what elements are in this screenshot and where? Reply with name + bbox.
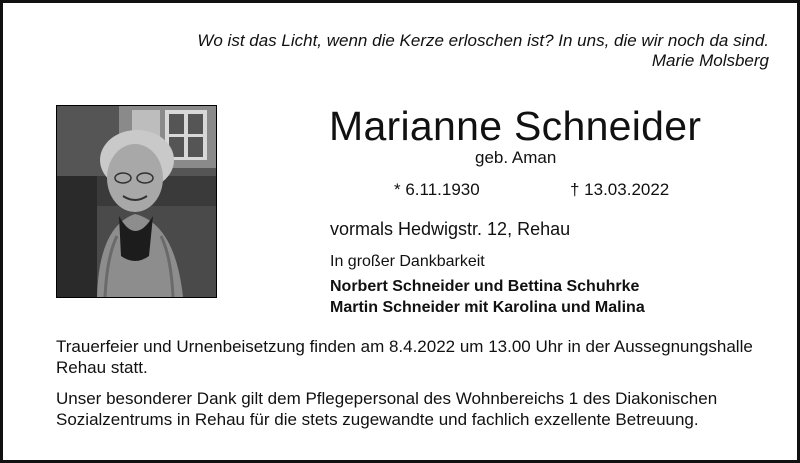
thanks-notice: Unser besonderer Dank gilt dem Pflegepersonal des Wohnbereichs 1 des Diakonischen Sozialzentrums in Rehau für die stets zugewandte und fachlich exzellente Betreuung. [56,389,718,429]
gratitude-intro: In großer Dankbarkeit [330,253,485,270]
memorial-quote [197,31,769,71]
birth-name: geb. Aman [475,148,557,167]
portrait-photo [56,105,217,298]
portrait-illustration [57,106,216,297]
birth-date: * 6.11.1930 [394,180,480,199]
death-date: † 13.03.2022 [570,180,670,199]
quote-author: Marie Molsberg [651,51,769,70]
quote-text: Wo ist das Licht, wenn die Kerze erloschen ist? In uns, die wir noch da sind. [197,31,769,50]
former-address: vormals Hedwigstr. 12, Rehau [330,219,571,239]
ceremony-notice: Trauerfeier und Urnenbeisetzung finden am 8.4.2022 um 13.00 Uhr in der Aussegnungshalle Rehau statt. [56,337,753,377]
mourner-line-2: Martin Schneider mit Karolina und Malina [330,299,645,316]
mourner-line-1: Norbert Schneider und Bettina Schuhrke [330,278,640,295]
deceased-name: Marianne Schneider [329,103,702,149]
